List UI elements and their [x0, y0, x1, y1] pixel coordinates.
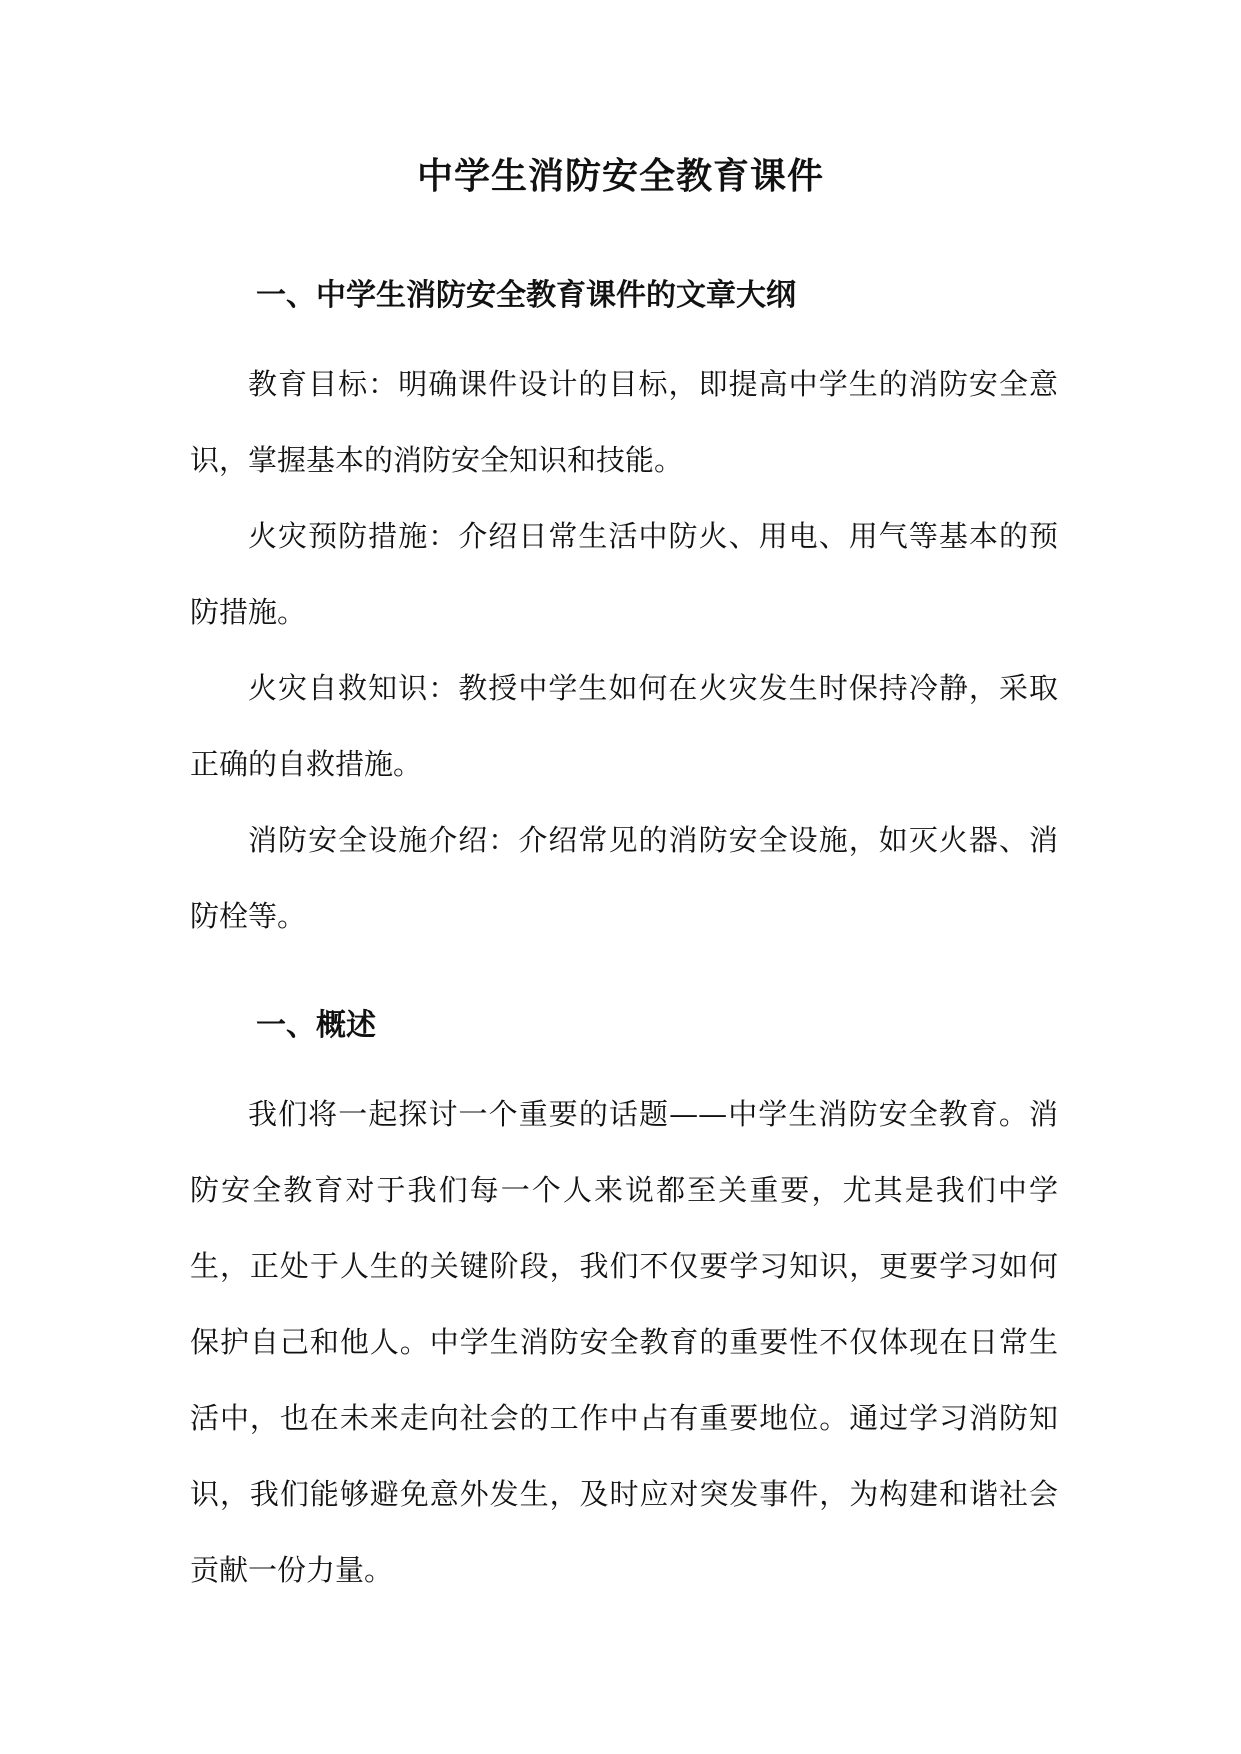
paragraph-safety-facilities: 消防安全设施介绍：介绍常见的消防安全设施，如灭火器、消防栓等。: [190, 823, 1058, 933]
paragraph-fire-prevention: 火灾预防措施：介绍日常生活中防火、用电、用气等基本的预防措施。: [190, 519, 1058, 629]
paragraph-education-goal: 教育目标：明确课件设计的目标，即提高中学生的消防安全意识，掌握基本的消防安全知识和技能。: [190, 367, 1058, 477]
section-heading-outline: 一、中学生消防安全教育课件的文章大纲: [256, 278, 796, 313]
paragraph-self-rescue: 火灾自救知识：教授中学生如何在火灾发生时保持冷静，采取正确的自救措施。: [190, 671, 1058, 781]
section-heading-overview: 一、概述: [256, 1008, 376, 1043]
paragraph-overview: 我们将一起探讨一个重要的话题——中学生消防安全教育。消防安全教育对于我们每一个人来说都至关重要，尤其是我们中学生，正处于人生的关键阶段，我们不仅要学习知识，更要学习如何保护自己和他人。中学生消防安全教育的重要性不仅体现在日常生活中，也在未来走向社会的工作中占有重要地位。通过学习消防知识，我们能够避免意外发生，及时应对突发事件，为构建和谐社会贡献一份力量。: [190, 1097, 1058, 1587]
document-title: 中学生消防安全教育课件: [416, 156, 824, 197]
